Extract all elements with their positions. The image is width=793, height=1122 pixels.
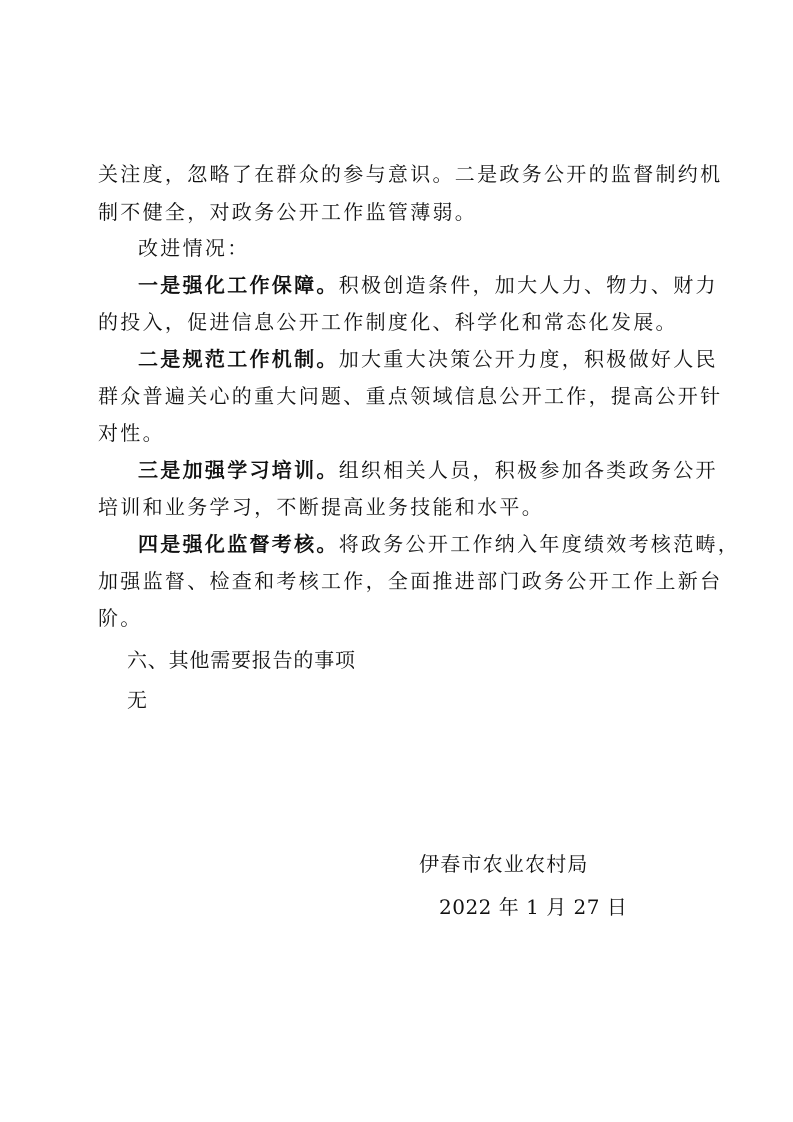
- improvement-item-2: [138, 347, 718, 371]
- paragraph-line: 培训和业务学习，不断提高业务技能和水平。: [98, 495, 544, 519]
- section-heading: 六、其他需要报告的事项: [127, 648, 356, 672]
- item-text: 将政务公开工作纳入年度绩效考核范畴，: [338, 532, 741, 556]
- section-body: 无: [127, 688, 150, 712]
- item-text: 加大重大决策公开力度，积极做好人民: [338, 347, 718, 371]
- paragraph-line: 的投入，促进信息公开工作制度化、科学化和常态化发展。: [98, 310, 678, 334]
- item-text: 积极创造条件，加大人力、物力、财力: [338, 273, 718, 297]
- item-title: 二是规范工作机制。: [138, 347, 339, 371]
- improvement-label: 改进情况：: [138, 236, 250, 260]
- item-text: 组织相关人员，积极参加各类政务公开: [338, 458, 718, 482]
- paragraph-line: 对性。: [98, 421, 165, 445]
- paragraph-line: 加强监督、检查和考核工作，全面推进部门政务公开工作上新台: [98, 569, 723, 593]
- item-title: 一是强化工作保障。: [138, 273, 339, 297]
- improvement-item-1: [138, 273, 718, 297]
- item-title: 三是加强学习培训。: [138, 458, 339, 482]
- paragraph-line: 关注度，忽略了在群众的参与意识。二是政务公开的监督制约机: [98, 162, 723, 186]
- signature-org: 伊春市农业农村局: [419, 852, 589, 876]
- item-title: 四是强化监督考核。: [138, 532, 339, 556]
- improvement-item-4: [138, 532, 740, 556]
- paragraph-line: 阶。: [98, 606, 143, 630]
- paragraph-line: 群众普遍关心的重大问题、重点领域信息公开工作，提高公开针: [98, 384, 723, 408]
- signature-date: 2022 年 1 月 27 日: [439, 895, 628, 919]
- paragraph-line: 制不健全，对政务公开工作监管薄弱。: [98, 200, 478, 224]
- improvement-item-3: [138, 458, 718, 482]
